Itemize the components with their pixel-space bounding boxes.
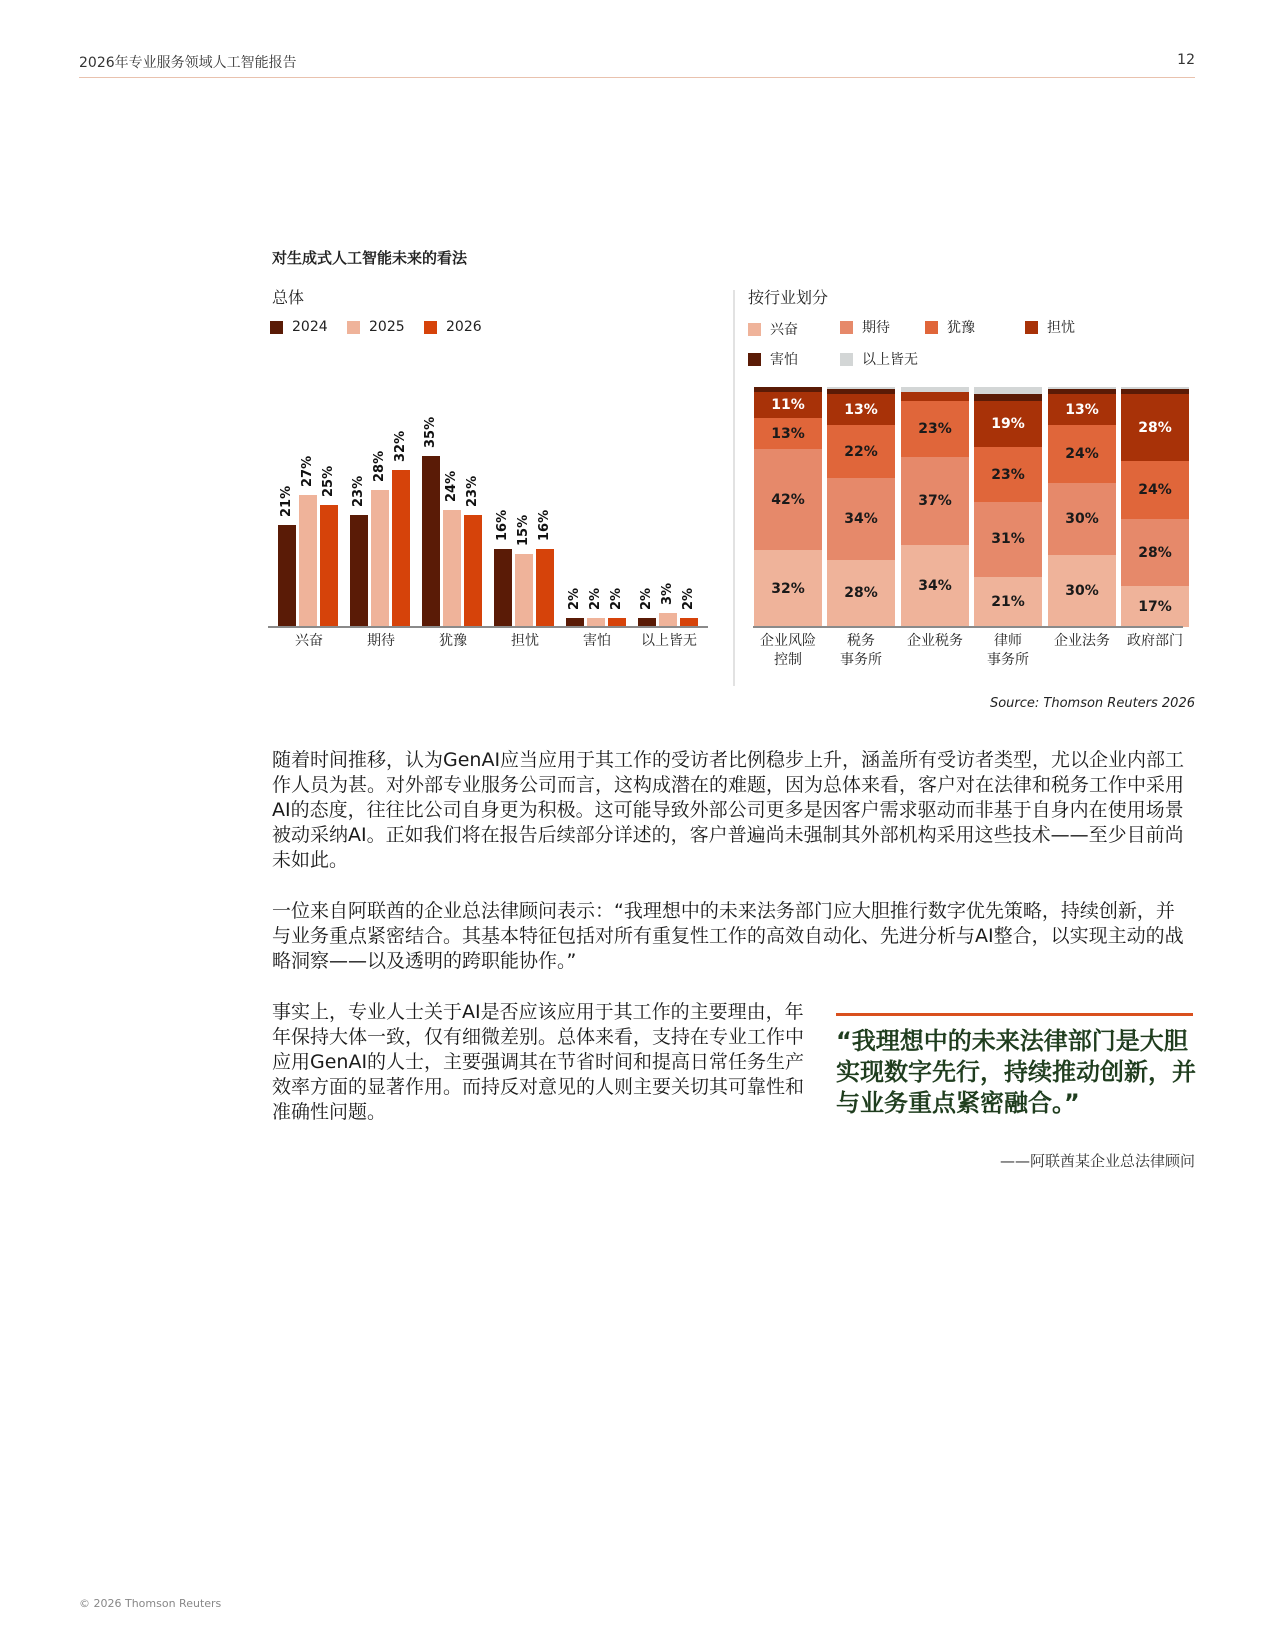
legend-label: 2026 [446,319,482,335]
legend-swatch [925,321,938,334]
bar-value-label: 24% [444,470,459,502]
bar-value-label: 23% [465,475,480,507]
overall-bar-chart [272,360,712,628]
bar-value-label: 3% [660,583,675,606]
segment-担忧: 28% [1121,394,1189,461]
segment-害怕 [974,394,1042,401]
copyright: © 2026 Thomson Reuters [79,1597,222,1610]
legend-item-2024 [270,319,328,335]
bar-value-label: 2% [609,588,624,611]
legend-item-2025 [347,319,405,335]
report-title: 2026年专业服务领域人工智能报告 [79,55,297,71]
pullquote-rule [836,1013,1193,1016]
body-paragraph-2: 一位来自阿联酋的企业总法律顾问表示：“我理想中的未来法务部门应大胆推行数字优先策略，持续创新，并与业务重点紧密结合。其基本特征包括对所有重复性工作的高效自动化、先进分析与AI整合，以实现主动的战略洞察——以及透明的跨职能协作。” [272,900,1184,972]
category-label: 兴奋 [295,633,323,649]
chart-source: Source: Thomson Reuters 2026 [989,696,1195,711]
stacked-bar-1 [827,387,895,627]
legend-label: 以上皆无 [862,352,918,368]
category-label: 企业税务 [907,633,963,649]
legend-label: 期待 [862,320,890,336]
legend-swatch [840,353,853,366]
bar-value-label: 35% [423,416,438,448]
bar-value-label: 16% [537,510,552,542]
pullquote-attribution: ——阿联酋某企业总法律顾问 [999,1152,1195,1170]
segment-期待: 42% [754,449,822,550]
segment-以上皆无 [974,387,1042,394]
industry-panel-title: 按行业划分 [748,288,829,307]
legend-item-害怕 [748,349,798,369]
bar-value-label: 25% [321,465,336,497]
segment-犹豫: 24% [1048,425,1116,483]
bar-value-label: 32% [393,431,408,463]
category-label: 担忧 [511,633,539,649]
bar-value-label: 21% [279,485,294,517]
segment-担忧: 19% [974,401,1042,447]
bar-value-label: 27% [300,455,315,488]
segment-犹豫: 23% [901,401,969,456]
bar-2025-2 [443,510,461,628]
bar-2026-1 [392,470,410,628]
segment-担忧: 13% [1048,394,1116,425]
overall-x-axis [268,626,708,628]
bar-value-label: 16% [495,510,510,542]
legend-item-2026 [424,319,482,335]
category-label: 期待 [367,633,395,649]
legend-item-担忧 [1025,317,1075,337]
stacked-bar-4 [1048,387,1116,627]
legend-label: 兴奋 [770,322,798,338]
segment-犹豫: 13% [754,418,822,449]
category-label: 政府部门 [1127,633,1183,649]
legend-item-兴奋 [748,319,798,339]
segment-兴奋: 21% [974,577,1042,627]
body-paragraph-1: 随着时间推移，认为GenAI应当应用于其工作的受访者比例稳步上升，涵盖所有受访者类型，尤以企业内部工作人员为甚。对外部专业服务公司而言，这构成潜在的难题，因为总体来看，客户对在法律和税务工作中采用AI的态度，往往比公司自身更为积极。这可能导致外部公司更多是因客户需求驱动而非基于自身内在使用场景被动采纳AI。正如我们将在报告后续部分详述的，客户普遍尚未强制其外部机构采用这些技术——至少目前尚未如此。 [272,749,1185,871]
legend-label: 2025 [369,319,405,335]
page-number: 12 [1177,52,1195,68]
stacked-bar-0 [754,387,822,627]
legend-item-期待 [840,317,890,337]
bar-2025-0 [299,495,317,628]
panel-divider [733,290,735,686]
segment-兴奋: 34% [901,545,969,627]
segment-担忧 [901,392,969,402]
bar-value-label: 2% [639,588,654,611]
category-label: 律师 事务所 [987,633,1029,668]
bar-value-label: 28% [372,450,387,483]
bar-2026-3 [536,549,554,628]
segment-期待: 30% [1048,483,1116,555]
legend-swatch [347,321,360,334]
legend-label: 2024 [292,319,328,335]
bar-value-label: 2% [681,588,696,611]
legend-item-以上皆无 [840,349,918,369]
bar-2026-2 [464,515,482,628]
legend-item-犹豫 [925,317,975,337]
bar-2024-0 [278,525,296,628]
legend-swatch [270,321,283,334]
segment-兴奋: 30% [1048,555,1116,627]
legend-swatch [424,321,437,334]
segment-担忧: 13% [827,394,895,425]
bar-2026-0 [320,505,338,628]
bar-2024-1 [350,515,368,628]
bar-value-label: 2% [567,588,582,611]
segment-期待: 37% [901,457,969,546]
category-label: 企业风险 控制 [760,633,816,668]
stacked-bar-3 [974,387,1042,627]
category-label: 以上皆无 [641,633,697,649]
legend-swatch [840,321,853,334]
segment-担忧: 11% [754,392,822,418]
pullquote-text: “我理想中的未来法律部门是大胆实现数字先行，持续推动创新，并与业务重点紧密融合。” [836,1027,1196,1117]
bar-value-label: 23% [351,475,366,507]
overall-panel-title: 总体 [272,288,305,307]
category-label: 税务 事务所 [840,633,882,668]
legend-label: 担忧 [1047,320,1075,336]
stacked-bar-5 [1121,387,1189,627]
bar-2025-1 [371,490,389,628]
segment-犹豫: 23% [974,447,1042,502]
segment-期待: 31% [974,502,1042,576]
bar-2024-3 [494,549,512,628]
legend-swatch [748,323,761,336]
header-divider [79,77,1195,78]
category-label: 企业法务 [1054,633,1110,649]
bar-value-label: 2% [588,588,603,611]
legend-swatch [1025,321,1038,334]
industry-stacked-chart [754,387,1184,627]
segment-兴奋: 28% [827,560,895,627]
bar-value-label: 15% [516,515,531,547]
segment-兴奋: 17% [1121,586,1189,627]
segment-犹豫: 24% [1121,461,1189,519]
segment-犹豫: 22% [827,425,895,478]
bar-2024-2 [422,456,440,628]
category-label: 害怕 [583,633,611,649]
stacked-bar-2 [901,387,969,627]
legend-label: 犹豫 [947,320,975,336]
segment-兴奋: 32% [754,550,822,627]
body-paragraph-3: 事实上，专业人士关于AI是否应该应用于其工作的主要理由，年年保持大体一致，仅有细微差别。总体来看，支持在专业工作中应用GenAI的人士，主要强调其在节省时间和提高日常任务生产效率方面的显著作用。而持反对意见的人则主要关切其可靠性和准确性问题。 [272,1001,805,1123]
figure-title: 对生成式人工智能未来的看法 [272,249,468,267]
bar-2025-3 [515,554,533,628]
category-label: 犹豫 [439,633,467,649]
legend-swatch [748,353,761,366]
segment-期待: 28% [1121,519,1189,586]
industry-x-axis [753,626,1183,628]
legend-label: 害怕 [770,352,798,368]
segment-期待: 34% [827,478,895,560]
